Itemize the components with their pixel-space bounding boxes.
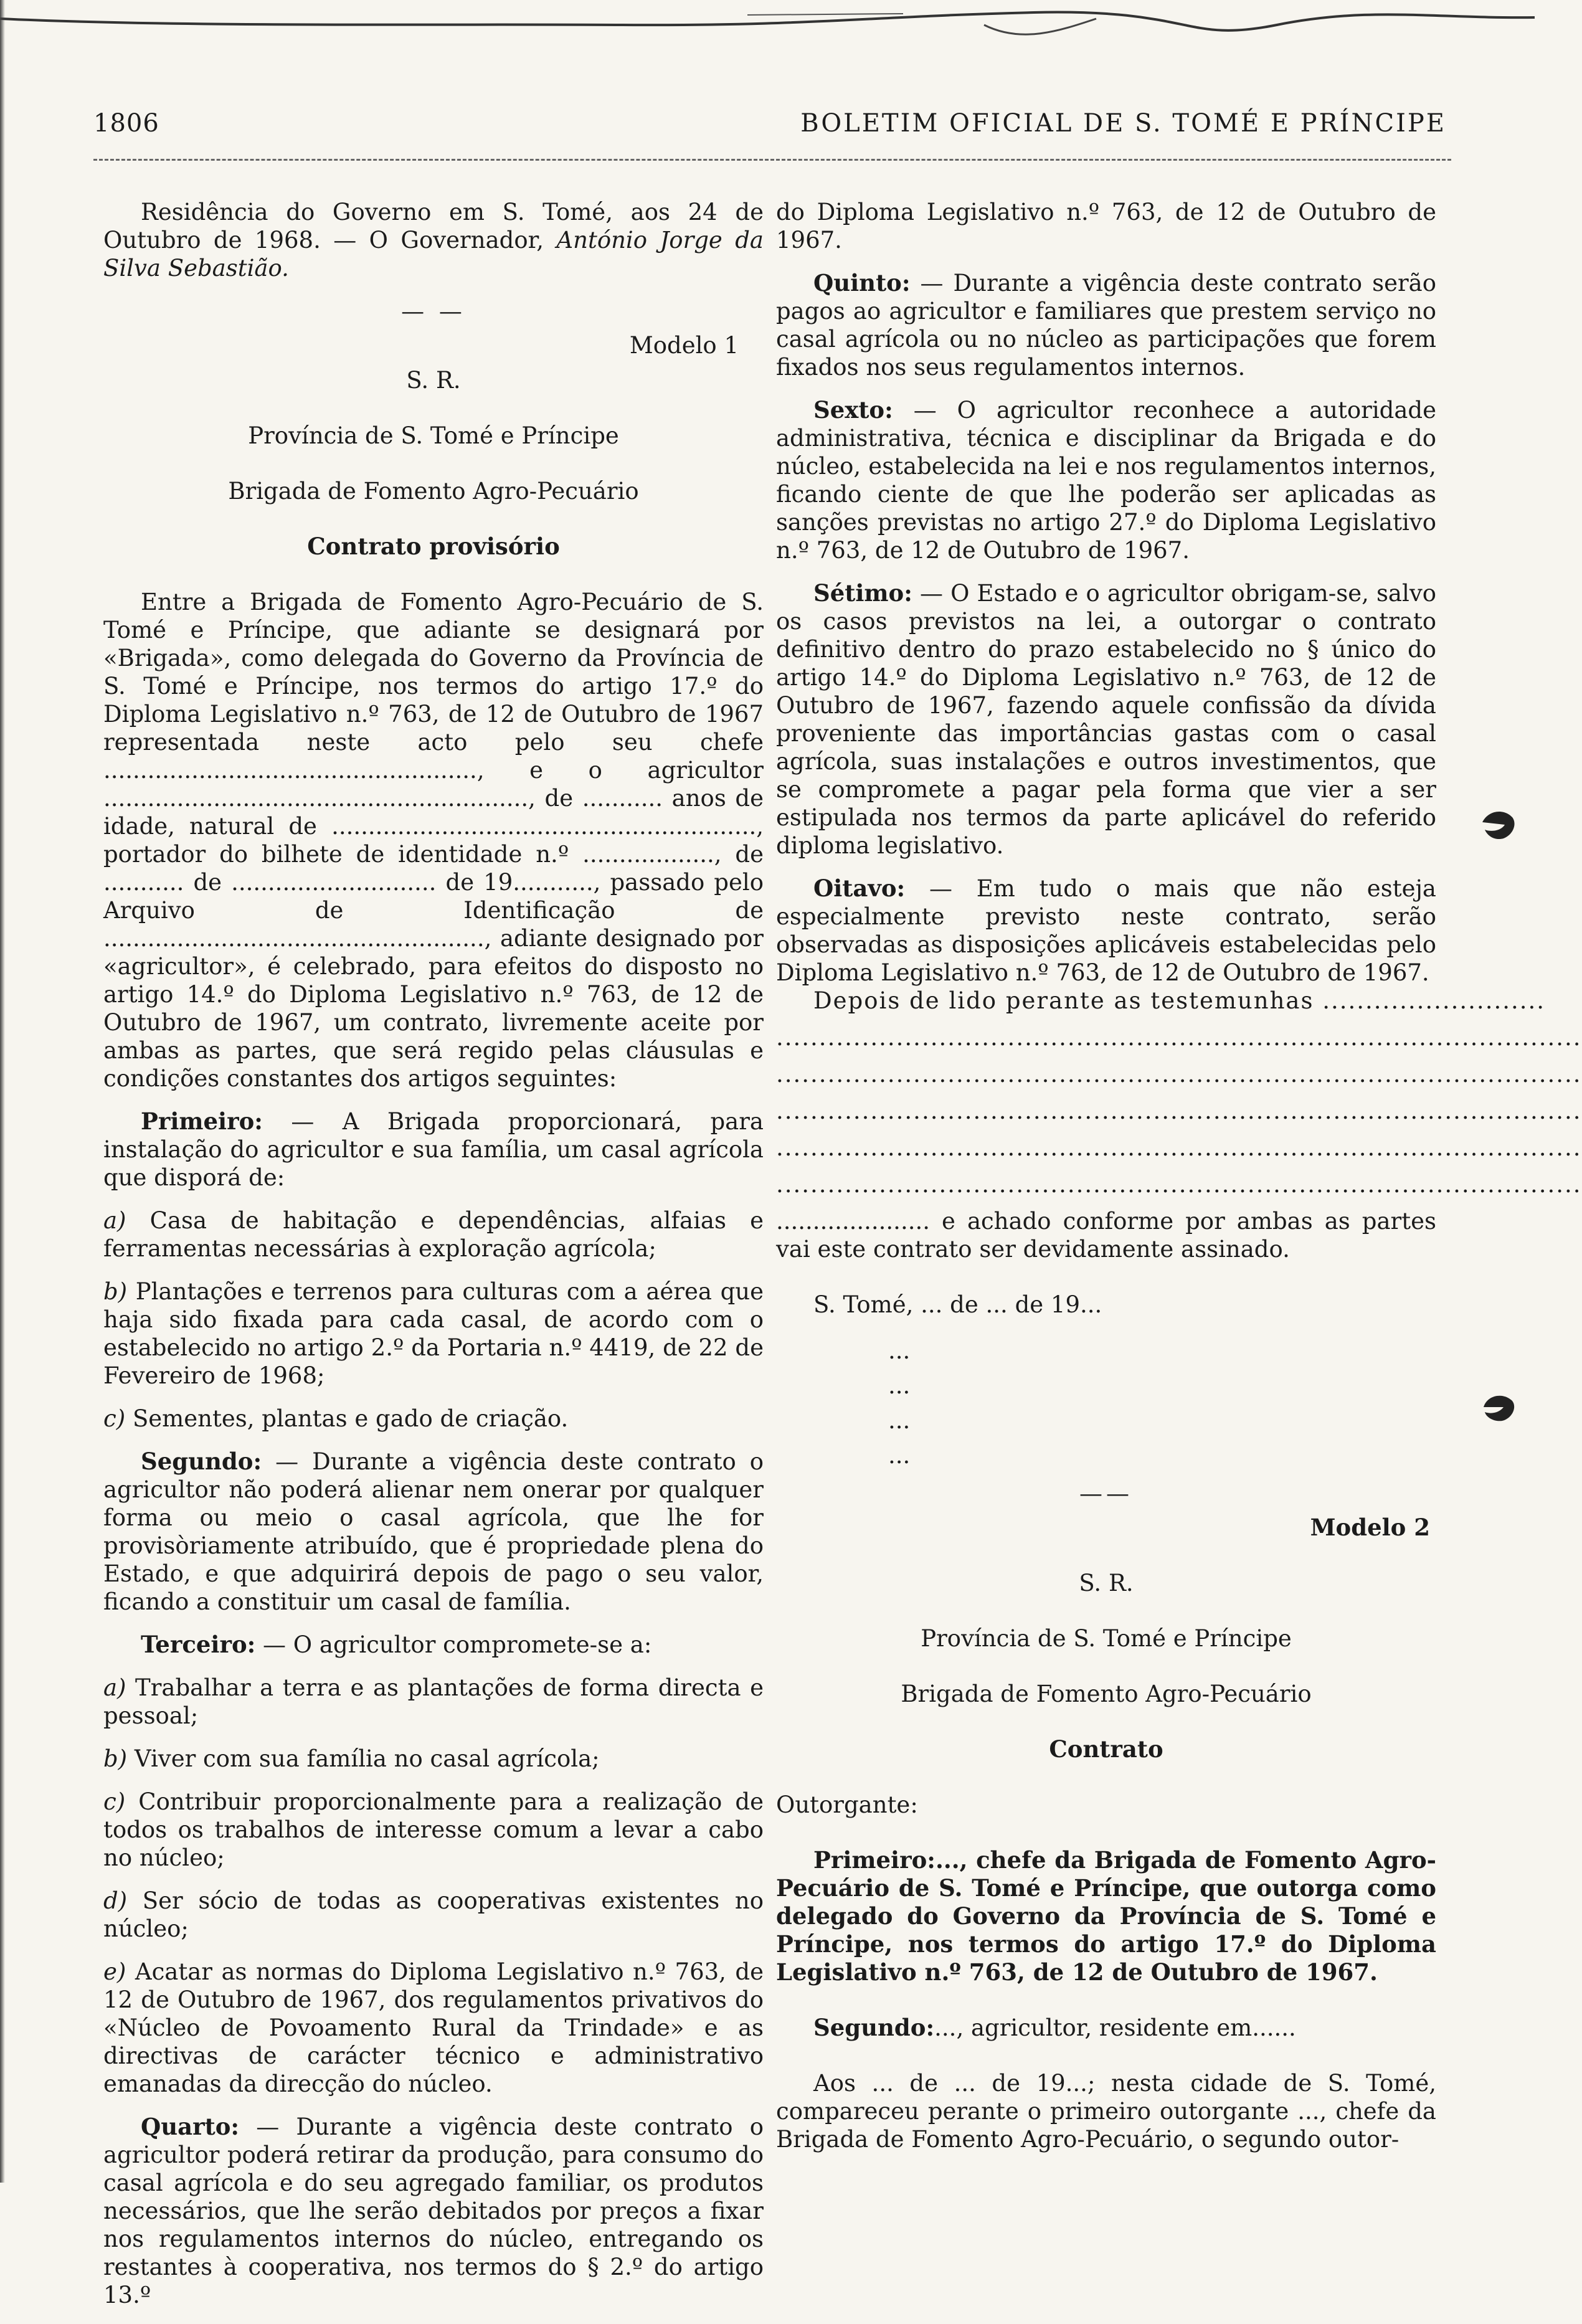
clause-text: — O Estado e o agricultor obrigam-se, salvo os casos previstos na lei, a outorgar o contrato definitivo dentro do prazo estabelecido no § único do artigo 14.º do Diploma Legislativo n.º 763, de 12 de Outubro de 1967, fazendo aquele confissão da dívida proveniente das importâncias gastas com o casal agrícola, suas instalações e outros investimentos, que se compromete a pagar pela forma que vier a ser estipulada nos termos da parte aplicável do referido diploma legislativo. <box>776 580 1437 859</box>
clause-segundo <box>103 1448 764 1616</box>
brigada-heading: Brigada de Fomento Agro-Pecuário <box>228 478 639 505</box>
witness-lines <box>776 987 1582 1198</box>
preamble: Entre a Brigada de Fomento Agro-Pecuário de S. Tomé e Príncipe, que adiante se designará por «Brigada», como delegada do Governo da Província de S. Tomé e Príncipe, nos termos do artigo 17.º do Diploma Legislativo n.º 763, de 12 de Outubro de 1967 representada neste acto pelo seu chefe ..................................................., e o agricultor .........................................................., de ........... anos de idade, natural de .........................................................., portador do bilhete de identidade n.º .................., de ........... de ............................ de 19..........., passado pelo Arquivo de Identificação de ...................................................., adiante designado por «agricultor», é celebrado, para efeitos do disposto no artigo 14.º do Diploma Legislativo n.º 763, de 12 de Outubro de 1967, um contrato, livremente aceite por ambas as partes, que será regido pelas cláusulas e condições constantes dos artigos seguintes: <box>103 589 764 1092</box>
list-item: a) Trabalhar a terra e as plantações de forma directa e pessoal; <box>103 1674 764 1729</box>
clause-text: ..., chefe da Brigada de Fomento Agro-Pecuário de S. Tomé e Príncipe, que outorga como delegado do Governo da Província de S. Tomé e Príncipe, nos termos do artigo 17.º do Diploma Legislativo n.º 763, de 12 de Outubro de 1967. <box>776 1846 1436 1986</box>
clause-sexto <box>776 396 1436 564</box>
modelo-row <box>103 331 764 366</box>
clause-quarto <box>103 2113 764 2309</box>
dotted-line: .............................................................................................. <box>776 1098 1582 1124</box>
contract-title: Contrato <box>1049 1735 1163 1763</box>
clause-label: Terceiro: <box>141 1631 256 1658</box>
dotted-line: .............................................................................................. <box>776 1061 1582 1088</box>
clause-text: — Em tudo o mais que não esteja especialmente previsto neste contrato, serão observadas as disposições aplicáveis estabelecidas pelo Diploma Legislativo n.º 763, de 12 de Outubro de 1967. <box>776 875 1436 986</box>
right-column <box>776 198 1582 2168</box>
aos-paragraph: Aos ... de ... de 19...; nesta cidade de S. Tomé, compareceu perante o primeiro outorgante ..., chefe da Brigada de Fomento Agro-Pecuário, o segundo outor- <box>776 2070 1436 2153</box>
clause-label: Segundo: <box>141 1448 262 1475</box>
clause-quinto <box>776 269 1436 381</box>
contract-title: Contrato provisório <box>307 533 560 560</box>
list-item: e) Acatar as normas do Diploma Legislativo n.º 763, de 12 de Outubro de 1967, dos regulamentos privativos do «Núcleo de Povoamento Rural da Trindade» e as directivas de carácter técnico e administrativo emanadas da direcção do núcleo. <box>103 1958 764 2097</box>
dotted-line: .............................................................................................. <box>776 1024 1582 1051</box>
list-item: b) Viver com sua família no casal agrícola; <box>103 1745 600 1772</box>
ink-mark-icon <box>1476 1386 1520 1430</box>
ellipsis: ... <box>888 1407 911 1434</box>
intro-signatory: António Jorge da Silva Sebastião. <box>103 227 764 282</box>
scan-top-edge <box>0 0 1535 50</box>
ellipsis: ... <box>888 1372 911 1399</box>
clause-text: — O agricultor reconhece a autoridade administrativa, técnica e disciplinar da Brigada e do núcleo, estabelecida na lei e nos regulamentos internos, ficando ciente de que lhe poderão ser aplicadas as sanções previstas no artigo 27.º do Diploma Legislativo n.º 763, de 12 de Outubro de 1967. <box>776 397 1436 564</box>
ellipsis: ... <box>888 1337 911 1364</box>
clause-text: — A Brigada proporcionará, para instalação do agricultor e sua família, um casal agrícola que disporá de: <box>103 1108 764 1191</box>
primeiro-items <box>103 1207 764 1433</box>
left-column <box>103 198 764 2324</box>
clause-label: Quinto: <box>813 269 911 296</box>
dotted-line: .............................................................................................. <box>776 1134 1582 1161</box>
header-rule <box>93 159 1451 161</box>
provincia-heading: Província de S. Tomé e Príncipe <box>248 422 619 449</box>
page-number: 1806 <box>93 109 159 138</box>
sr-heading: S. R. <box>406 367 461 394</box>
clause-setimo <box>776 579 1436 860</box>
clause-label: Segundo: <box>813 2014 935 2041</box>
outorgante-primeiro <box>776 1846 1436 1986</box>
continuation-text: do Diploma Legislativo n.º 763, de 12 de Outubro de 1967. <box>776 199 1436 254</box>
list-item: a) Casa de habitação e dependências, alfaias e ferramentas necessárias à exploração agrícola; <box>103 1207 764 1262</box>
separator: — — <box>401 298 466 325</box>
clause-text: — Durante a vigência deste contrato o agricultor poderá retirar da produção, para consumo do casal agrícola e do seu agregado familiar, os produtos necessários, que lhe serão debitados por preços a fixar nos regulamentos internos do núcleo, entregando os restantes à cooperativa, nos termos do § 2.º do artigo 13.º <box>103 2113 764 2308</box>
achado-text: ..................... e achado conforme por ambas as partes vai este contrato ser devidamente assinado. <box>776 1208 1436 1263</box>
outorgante-label: Outorgante: <box>776 1791 918 1818</box>
clause-label: Quarto: <box>141 2113 240 2140</box>
running-head: BOLETIM OFICIAL DE S. TOMÉ E PRÍNCIPE <box>800 109 1446 138</box>
provincia-heading: Província de S. Tomé e Príncipe <box>921 1625 1292 1652</box>
intro-text: Residência do Governo em S. Tomé, aos 24 de Outubro de 1968. — O Governador, <box>103 199 764 254</box>
clause-label: Sexto: <box>813 396 893 424</box>
clause-label: Primeiro: <box>141 1107 263 1135</box>
ellipsis: ... <box>888 1442 911 1469</box>
dotted-line: .............................................................................................. <box>776 1171 1582 1198</box>
modelo-label: Modelo 2 <box>1310 1514 1430 1541</box>
list-item: c) Sementes, plantas e gado de criação. <box>103 1405 569 1432</box>
separator: —— <box>1079 1480 1133 1507</box>
list-item: d) Ser sócio de todas as cooperativas existentes no núcleo; <box>103 1887 764 1942</box>
date-line: S. Tomé, ... de ... de 19... <box>813 1291 1102 1318</box>
terceiro-items <box>103 1674 764 2098</box>
intro-paragraph <box>103 198 764 282</box>
brigada-heading: Brigada de Fomento Agro-Pecuário <box>901 1681 1312 1707</box>
clause-text: ..., agricultor, residente em...... <box>934 2014 1296 2041</box>
scan-left-edge <box>0 0 5 2183</box>
clause-text: — Durante a vigência deste contrato o agricultor não poderá alienar nem onerar por qualquer forma ou meio o casal agrícola, que lhe for provisòriamente atribuído, que é propriedade plena do Estado, e que adquirirá depois de pago o seu valor, ficando a constituir um casal de família. <box>103 1448 764 1615</box>
clause-label: Primeiro: <box>813 1846 935 1874</box>
outorgante-segundo <box>776 2014 1436 2042</box>
clause-text: — Durante a vigência deste contrato serão pagos ao agricultor e familiares que prestem serviço no casal agrícola ou no núcleo as participações que forem fixados nos seus regulamentos internos. <box>776 270 1436 381</box>
sr-heading: S. R. <box>1079 1570 1134 1596</box>
clause-primeiro <box>103 1107 764 1192</box>
page-header <box>0 109 1535 153</box>
list-item: b) Plantações e terrenos para culturas com a aérea que haja sido fixada para cada casal, de acordo com o estabelecido no artigo 2.º da Portaria n.º 4419, de 22 de Fevereiro de 1968; <box>103 1278 764 1389</box>
clause-label: Oitavo: <box>813 875 906 902</box>
witness-intro: Depois de lido perante as testemunhas .......................... <box>813 987 1546 1014</box>
clause-oitavo <box>776 875 1436 987</box>
list-item: c) Contribuir proporcionalmente para a realização de todos os trabalhos de interesse comum a levar a cabo no núcleo; <box>103 1788 764 1871</box>
clause-text: — O agricultor compromete-se a: <box>263 1631 652 1658</box>
modelo-label: Modelo 1 <box>629 332 739 359</box>
signature-ellipses <box>776 1334 1436 1473</box>
clause-terceiro <box>103 1631 764 1659</box>
clause-label: Sétimo: <box>813 579 912 607</box>
ink-mark-icon <box>1476 804 1520 847</box>
